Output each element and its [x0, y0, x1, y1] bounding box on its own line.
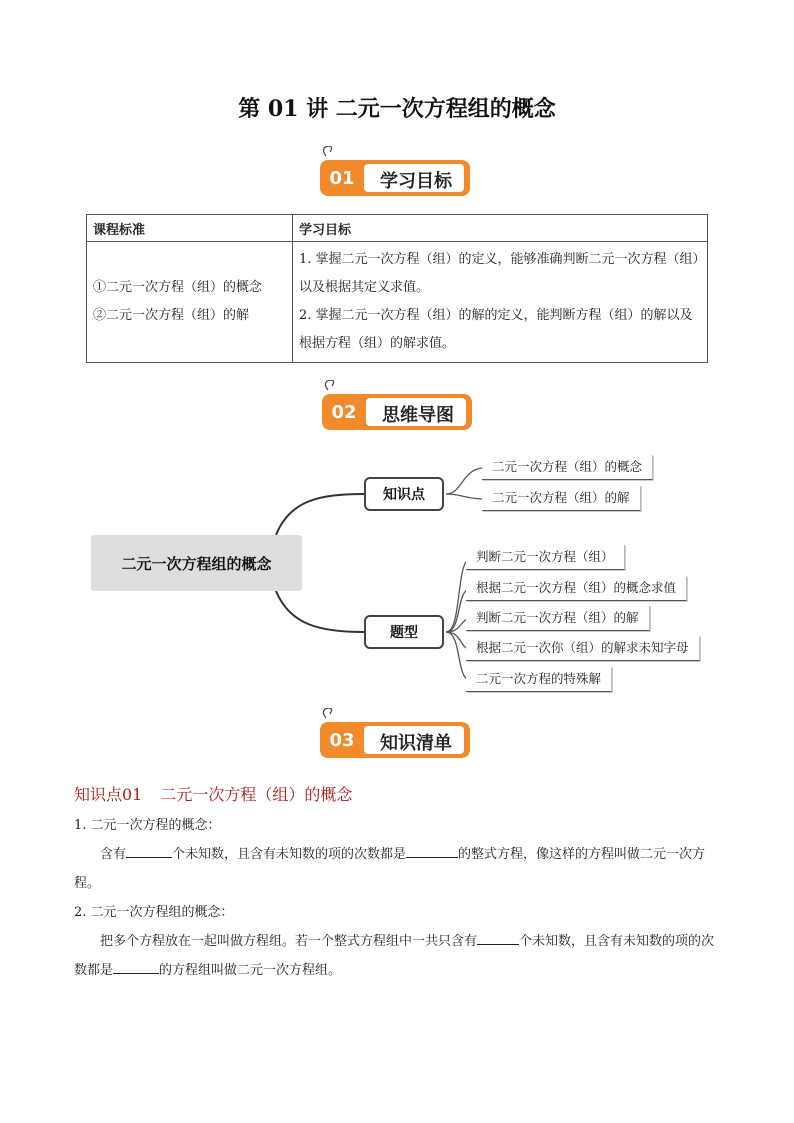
objective-item: 1. 掌握二元一次方程（组）的定义，能够准确判断二元一次方程（组）以及根据其定义求值。 — [299, 252, 700, 295]
text-run: 个未知数，且含有未知数的项的次数都是 — [172, 847, 407, 862]
text-run: 的方程组叫做二元一次方程组。 — [159, 963, 342, 978]
objective-item: 2. 掌握二元一次方程（组）的解的定义，能判断方程（组）的解以及根据方程（组）的解求值。 — [299, 308, 693, 351]
mindmap-leaf: 判断二元一次方程（组） — [466, 545, 625, 570]
fill-blank — [126, 843, 172, 858]
text-run: 把多个方程放在一起叫做方程组。若一个整式方程组中一共只含有 — [100, 934, 478, 949]
mindmap-branch-knowledge: 知识点 — [364, 477, 444, 511]
item2-body — [74, 927, 724, 985]
text-run: 的整式方程，像这样的方程叫做二元一次方程。 — [74, 847, 706, 891]
standard-item: ①二元一次方程（组）的概念 — [93, 280, 263, 295]
section-number: 01 — [329, 168, 355, 189]
mindmap-leaf: 根据二元一次你（组）的解求未知字母 — [466, 636, 700, 661]
item1-title: 1. 二元一次方程的概念： — [74, 818, 221, 833]
mindmap-leaf: 判断二元一次方程（组）的解 — [466, 606, 650, 631]
section-number: 03 — [329, 730, 355, 751]
mindmap-root: 二元一次方程组的概念 — [91, 535, 302, 591]
page-title: 第 01 讲 二元一次方程组的概念 — [238, 96, 556, 122]
item1-body — [74, 840, 724, 898]
section-badge-knowledge — [318, 708, 478, 760]
section-label: 知识清单 — [380, 733, 452, 754]
knowledge-point-number: 知识点01 — [74, 785, 143, 804]
fill-blank — [406, 843, 458, 858]
mindmap-leaf: 根据二元一次方程（组）的概念求值 — [466, 576, 687, 601]
section-label: 思维导图 — [382, 405, 454, 426]
table-header-objective: 学习目标 — [293, 215, 708, 242]
mindmap-branch-question-types: 题型 — [364, 615, 444, 649]
knowledge-point-heading — [74, 782, 352, 805]
section-number: 02 — [331, 402, 357, 423]
knowledge-point-text: 二元一次方程（组）的概念 — [160, 785, 353, 804]
mindmap-leaf: 二元一次方程（组）的解 — [482, 486, 641, 511]
fill-blank — [477, 930, 519, 945]
standard-item: ②二元一次方程（组）的解 — [93, 308, 250, 323]
section-label: 学习目标 — [380, 171, 452, 192]
text-run: 个未知数，且含有未知数的项的次数都是 — [74, 934, 715, 978]
fill-blank — [113, 959, 159, 974]
mindmap-leaf: 二元一次方程的特殊解 — [466, 667, 612, 692]
text-run: 含有 — [100, 847, 127, 862]
item2-title: 2. 二元一次方程组的概念： — [74, 905, 234, 920]
mindmap-leaf: 二元一次方程（组）的概念 — [482, 455, 653, 480]
table-header-standard: 课程标准 — [87, 215, 293, 242]
